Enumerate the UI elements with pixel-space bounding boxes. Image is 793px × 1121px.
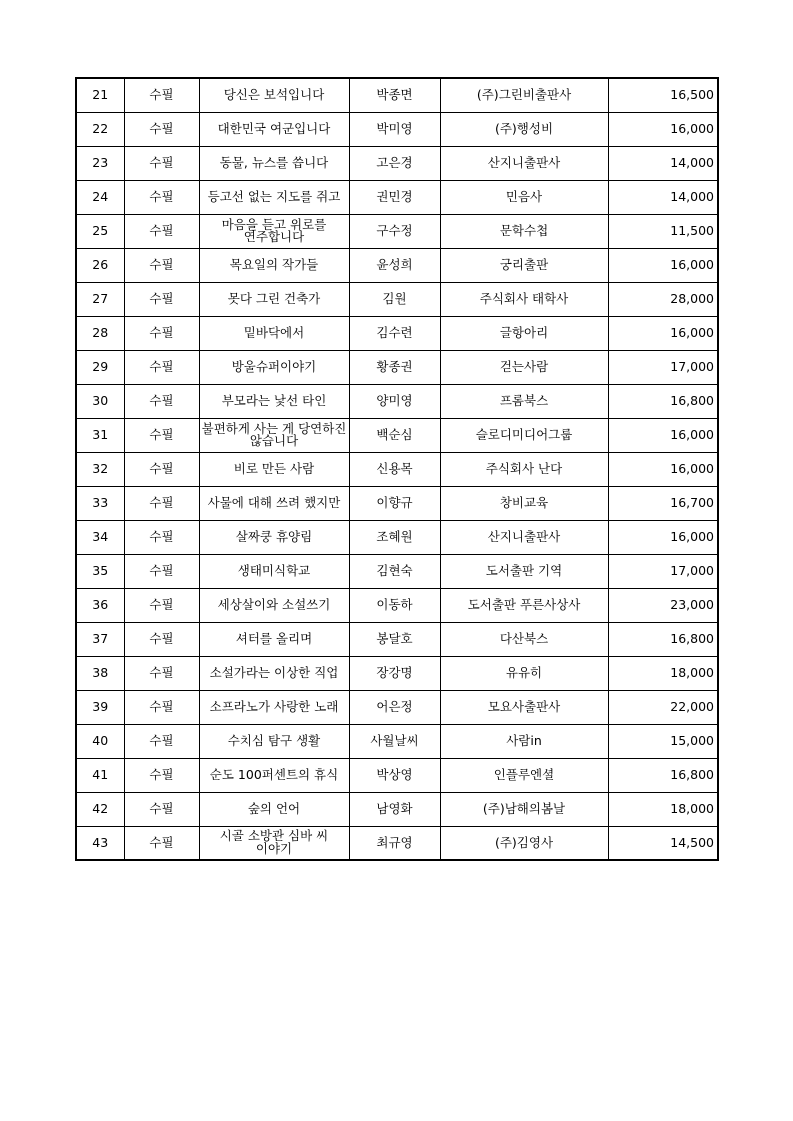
table-body xyxy=(76,78,718,860)
author-cell: 최규영 xyxy=(349,826,440,860)
table-row xyxy=(76,384,718,418)
title-cell: 시골 소방관 심바 씨 이야기 xyxy=(199,826,349,860)
publisher-cell: 도서출판 푸른사상사 xyxy=(440,588,608,622)
title-cell: 숲의 언어 xyxy=(199,792,349,826)
genre-cell: 수필 xyxy=(124,180,199,214)
price-cell: 18,000 xyxy=(608,656,718,690)
row-number-cell: 22 xyxy=(76,112,124,146)
table-row xyxy=(76,316,718,350)
publisher-cell: (주)행성비 xyxy=(440,112,608,146)
table-row xyxy=(76,724,718,758)
row-number-cell: 39 xyxy=(76,690,124,724)
table-row xyxy=(76,758,718,792)
publisher-cell: (주)남해의봄날 xyxy=(440,792,608,826)
row-number-cell: 21 xyxy=(76,78,124,112)
row-number-cell: 35 xyxy=(76,554,124,588)
table-row xyxy=(76,418,718,452)
publisher-cell: 주식회사 난다 xyxy=(440,452,608,486)
price-cell: 16,000 xyxy=(608,112,718,146)
author-cell: 남영화 xyxy=(349,792,440,826)
author-cell: 조혜원 xyxy=(349,520,440,554)
table-row xyxy=(76,486,718,520)
price-cell: 17,000 xyxy=(608,350,718,384)
row-number-cell: 41 xyxy=(76,758,124,792)
publisher-cell: 유유히 xyxy=(440,656,608,690)
row-number-cell: 42 xyxy=(76,792,124,826)
price-cell: 16,800 xyxy=(608,758,718,792)
title-cell: 부모라는 낯선 타인 xyxy=(199,384,349,418)
row-number-cell: 25 xyxy=(76,214,124,248)
table-row xyxy=(76,452,718,486)
title-cell: 못다 그린 건축가 xyxy=(199,282,349,316)
price-cell: 22,000 xyxy=(608,690,718,724)
author-cell: 사월날씨 xyxy=(349,724,440,758)
title-cell: 생태미식학교 xyxy=(199,554,349,588)
price-cell: 14,500 xyxy=(608,826,718,860)
author-cell: 구수정 xyxy=(349,214,440,248)
author-cell: 김현숙 xyxy=(349,554,440,588)
title-cell: 밑바닥에서 xyxy=(199,316,349,350)
price-cell: 16,000 xyxy=(608,418,718,452)
publisher-cell: 글항아리 xyxy=(440,316,608,350)
genre-cell: 수필 xyxy=(124,826,199,860)
genre-cell: 수필 xyxy=(124,316,199,350)
row-number-cell: 37 xyxy=(76,622,124,656)
price-cell: 16,000 xyxy=(608,520,718,554)
genre-cell: 수필 xyxy=(124,248,199,282)
genre-cell: 수필 xyxy=(124,622,199,656)
author-cell: 김원 xyxy=(349,282,440,316)
author-cell: 신용목 xyxy=(349,452,440,486)
author-cell: 장강명 xyxy=(349,656,440,690)
title-cell: 소설가라는 이상한 직업 xyxy=(199,656,349,690)
table-row xyxy=(76,180,718,214)
price-cell: 16,700 xyxy=(608,486,718,520)
title-cell: 순도 100퍼센트의 휴식 xyxy=(199,758,349,792)
book-list-table xyxy=(75,77,719,861)
row-number-cell: 40 xyxy=(76,724,124,758)
table-row xyxy=(76,78,718,112)
price-cell: 23,000 xyxy=(608,588,718,622)
title-cell: 불편하게 사는 게 당연하진 않습니다 xyxy=(199,418,349,452)
table-row xyxy=(76,554,718,588)
row-number-cell: 26 xyxy=(76,248,124,282)
table-row xyxy=(76,350,718,384)
genre-cell: 수필 xyxy=(124,486,199,520)
genre-cell: 수필 xyxy=(124,384,199,418)
genre-cell: 수필 xyxy=(124,214,199,248)
table-row xyxy=(76,214,718,248)
row-number-cell: 33 xyxy=(76,486,124,520)
publisher-cell: 사람in xyxy=(440,724,608,758)
genre-cell: 수필 xyxy=(124,146,199,180)
row-number-cell: 28 xyxy=(76,316,124,350)
publisher-cell: 걷는사람 xyxy=(440,350,608,384)
table-row xyxy=(76,826,718,860)
title-cell: 사물에 대해 쓰려 했지만 xyxy=(199,486,349,520)
row-number-cell: 29 xyxy=(76,350,124,384)
row-number-cell: 38 xyxy=(76,656,124,690)
row-number-cell: 24 xyxy=(76,180,124,214)
author-cell: 이동하 xyxy=(349,588,440,622)
price-cell: 16,500 xyxy=(608,78,718,112)
genre-cell: 수필 xyxy=(124,418,199,452)
row-number-cell: 43 xyxy=(76,826,124,860)
publisher-cell: 산지니출판사 xyxy=(440,146,608,180)
publisher-cell: 프롬북스 xyxy=(440,384,608,418)
table-row xyxy=(76,248,718,282)
table-row xyxy=(76,656,718,690)
publisher-cell: 슬로디미디어그룹 xyxy=(440,418,608,452)
genre-cell: 수필 xyxy=(124,350,199,384)
title-cell: 수치심 탐구 생활 xyxy=(199,724,349,758)
title-cell: 마음을 듣고 위로를 연주합니다 xyxy=(199,214,349,248)
table-row xyxy=(76,588,718,622)
title-cell: 비로 만든 사람 xyxy=(199,452,349,486)
genre-cell: 수필 xyxy=(124,792,199,826)
genre-cell: 수필 xyxy=(124,282,199,316)
author-cell: 백순심 xyxy=(349,418,440,452)
genre-cell: 수필 xyxy=(124,690,199,724)
author-cell: 김수련 xyxy=(349,316,440,350)
genre-cell: 수필 xyxy=(124,520,199,554)
row-number-cell: 31 xyxy=(76,418,124,452)
table-row xyxy=(76,112,718,146)
table-row xyxy=(76,792,718,826)
author-cell: 윤성희 xyxy=(349,248,440,282)
author-cell: 고은경 xyxy=(349,146,440,180)
author-cell: 이향규 xyxy=(349,486,440,520)
table-row xyxy=(76,690,718,724)
author-cell: 박미영 xyxy=(349,112,440,146)
table-row xyxy=(76,146,718,180)
publisher-cell: 도서출판 기역 xyxy=(440,554,608,588)
genre-cell: 수필 xyxy=(124,554,199,588)
genre-cell: 수필 xyxy=(124,724,199,758)
price-cell: 17,000 xyxy=(608,554,718,588)
title-cell: 세상살이와 소설쓰기 xyxy=(199,588,349,622)
price-cell: 16,800 xyxy=(608,384,718,418)
title-cell: 동물, 뉴스를 씁니다 xyxy=(199,146,349,180)
price-cell: 16,000 xyxy=(608,452,718,486)
price-cell: 18,000 xyxy=(608,792,718,826)
publisher-cell: 주식회사 태학사 xyxy=(440,282,608,316)
author-cell: 박종면 xyxy=(349,78,440,112)
row-number-cell: 27 xyxy=(76,282,124,316)
price-cell: 16,000 xyxy=(608,316,718,350)
title-cell: 방울슈퍼이야기 xyxy=(199,350,349,384)
author-cell: 양미영 xyxy=(349,384,440,418)
publisher-cell: 창비교육 xyxy=(440,486,608,520)
publisher-cell: 민음사 xyxy=(440,180,608,214)
row-number-cell: 23 xyxy=(76,146,124,180)
title-cell: 목요일의 작가들 xyxy=(199,248,349,282)
author-cell: 권민경 xyxy=(349,180,440,214)
genre-cell: 수필 xyxy=(124,452,199,486)
table-row xyxy=(76,520,718,554)
price-cell: 14,000 xyxy=(608,180,718,214)
publisher-cell: (주)김영사 xyxy=(440,826,608,860)
price-cell: 14,000 xyxy=(608,146,718,180)
table-row xyxy=(76,622,718,656)
publisher-cell: 모요사출판사 xyxy=(440,690,608,724)
title-cell: 당신은 보석입니다 xyxy=(199,78,349,112)
title-cell: 등고선 없는 지도를 쥐고 xyxy=(199,180,349,214)
genre-cell: 수필 xyxy=(124,758,199,792)
title-cell: 살짜쿵 휴양림 xyxy=(199,520,349,554)
title-cell: 셔터를 올리며 xyxy=(199,622,349,656)
publisher-cell: 산지니출판사 xyxy=(440,520,608,554)
title-cell: 소프라노가 사랑한 노래 xyxy=(199,690,349,724)
price-cell: 16,800 xyxy=(608,622,718,656)
publisher-cell: 궁리출판 xyxy=(440,248,608,282)
price-cell: 28,000 xyxy=(608,282,718,316)
genre-cell: 수필 xyxy=(124,588,199,622)
price-cell: 11,500 xyxy=(608,214,718,248)
author-cell: 황종권 xyxy=(349,350,440,384)
price-cell: 15,000 xyxy=(608,724,718,758)
genre-cell: 수필 xyxy=(124,112,199,146)
genre-cell: 수필 xyxy=(124,656,199,690)
row-number-cell: 36 xyxy=(76,588,124,622)
row-number-cell: 30 xyxy=(76,384,124,418)
table-row xyxy=(76,282,718,316)
title-cell: 대한민국 여군입니다 xyxy=(199,112,349,146)
publisher-cell: (주)그린비출판사 xyxy=(440,78,608,112)
genre-cell: 수필 xyxy=(124,78,199,112)
author-cell: 박상영 xyxy=(349,758,440,792)
publisher-cell: 다산북스 xyxy=(440,622,608,656)
publisher-cell: 인플루엔셜 xyxy=(440,758,608,792)
price-cell: 16,000 xyxy=(608,248,718,282)
author-cell: 봉달호 xyxy=(349,622,440,656)
row-number-cell: 34 xyxy=(76,520,124,554)
author-cell: 어은정 xyxy=(349,690,440,724)
row-number-cell: 32 xyxy=(76,452,124,486)
publisher-cell: 문학수첩 xyxy=(440,214,608,248)
